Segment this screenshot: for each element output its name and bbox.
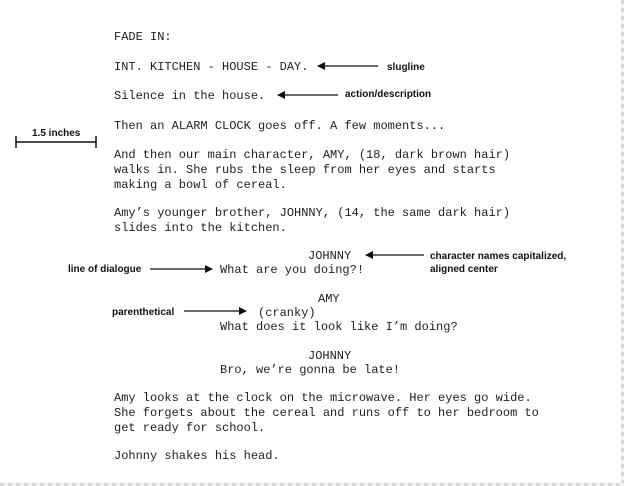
action-line: walks in. She rubs the sleep from her eyes and starts [114, 163, 496, 177]
annotation-action: action/description [345, 89, 432, 100]
action-line: Amy’s younger brother, JOHNNY, (14, the same dark hair) [114, 206, 511, 220]
scene-heading: INT. KITCHEN - HOUSE - DAY. [114, 60, 309, 74]
dialogue-line: What does it look like I’m doing? [220, 320, 458, 334]
action-line: She forgets about the cereal and runs off to her bedroom to [114, 406, 539, 420]
character-name: AMY [318, 292, 340, 306]
action-line: get ready for school. [114, 421, 266, 435]
annotation-character: aligned center [430, 264, 498, 275]
action-line: Then an ALARM CLOCK goes off. A few moments... [114, 119, 446, 133]
transition-fade-in: FADE IN: [114, 30, 172, 44]
action-line: And then our main character, AMY, (18, dark brown hair) [114, 148, 511, 162]
annotation-dialogue: line of dialogue [68, 264, 142, 275]
action-line: slides into the kitchen. [114, 221, 287, 235]
margin-measure [16, 136, 96, 148]
annotation-character: character names capitalized, [430, 251, 567, 262]
parenthetical: (cranky) [258, 306, 316, 320]
action-line: making a bowl of cereal. [114, 178, 287, 192]
dialogue-line: What are you doing?! [220, 263, 365, 277]
action-line: Silence in the house. [114, 89, 266, 103]
action-line: Amy looks at the clock on the microwave. Her eyes go wide. [114, 391, 532, 405]
annotation-margin: 1.5 inches [32, 128, 81, 139]
action-line: Johnny shakes his head. [114, 449, 280, 463]
character-name: JOHNNY [308, 249, 352, 263]
character-name: JOHNNY [308, 349, 352, 363]
annotation-parenthetical: parenthetical [112, 307, 175, 318]
annotation-slugline: slugline [387, 62, 425, 73]
dialogue-line: Bro, we’re gonna be late! [220, 363, 401, 377]
